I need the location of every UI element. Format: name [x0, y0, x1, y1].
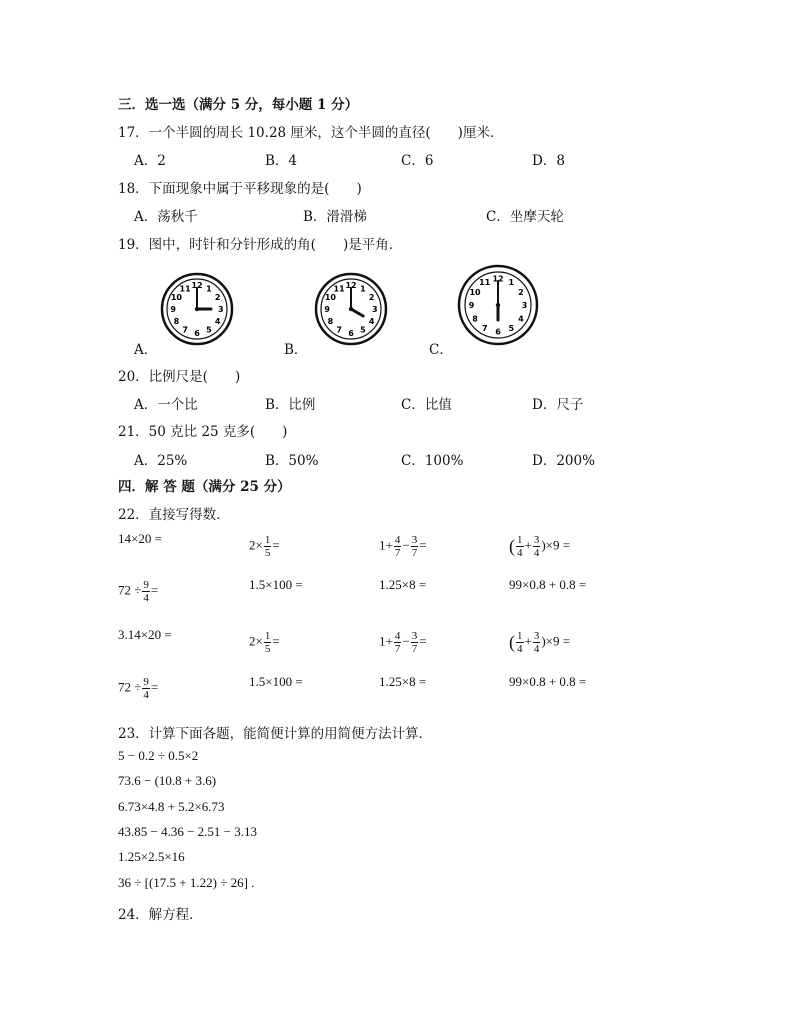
question-24: 24．解方程． — [118, 907, 203, 923]
clock-numeral: 1 — [206, 284, 212, 294]
clock-numeral: 1 — [360, 284, 366, 294]
fraction: $\frac{3}{4}$ — [533, 534, 540, 559]
fraction: $\frac{1}{4}$ — [517, 630, 523, 655]
clock-numeral: 10 — [469, 287, 481, 297]
clock-numeral: 3 — [218, 305, 224, 314]
q17-option-c: C．6 — [401, 153, 434, 169]
q23-item-2: 73.6 − (10.8 + 3.6) — [118, 773, 217, 788]
question-21: 21．50 克比 25 克多( ) — [118, 424, 288, 440]
q22-expr-3: 1+ $\frac{4}{7}$ − $\frac{3}{7}$ = — [379, 534, 427, 559]
question-22: 22．直接写得数． — [118, 507, 230, 523]
fraction: $\frac{4}{7}$ — [394, 534, 401, 559]
q22-expr-15: 1.25×8 = — [379, 674, 427, 689]
clock-numeral: 4 — [518, 314, 524, 324]
q23-item-4: 43.85 − 4.36 − 2.51 − 3.13 — [118, 824, 257, 839]
clock-numeral: 12 — [345, 281, 357, 291]
q20-option-a: A．一个比 — [134, 397, 198, 413]
q21-option-b: B．50% — [265, 453, 319, 469]
clock-numeral: 10 — [170, 293, 182, 303]
q17-option-b: B．4 — [265, 153, 298, 169]
q22-expr-10: 2× $\frac{1}{5}$ = — [249, 630, 280, 655]
clock-numeral: 7 — [481, 323, 488, 333]
clock-numeral: 12 — [191, 281, 203, 291]
q22-expr-5: 72 ÷ $\frac{9}{4}$ = — [118, 579, 159, 604]
q21-option-a: A．25% — [134, 453, 188, 469]
clock-numeral: 2 — [368, 293, 375, 303]
fraction: $\frac{4}{7}$ — [394, 630, 401, 655]
q20-option-c: C．比值 — [401, 397, 452, 413]
q19-option-a: A． — [134, 342, 158, 358]
q19-option-c: C． — [429, 342, 453, 358]
section-4-title: 四．解 答 题（满分 25 分） — [118, 479, 291, 495]
q22-expr-13: 72 ÷ $\frac{9}{4}$ = — [118, 676, 159, 701]
q22-expr-8: 99×0.8 + 0.8 = — [509, 577, 587, 592]
clock-numeral: 3 — [372, 305, 378, 314]
q22-expr-11: 1+ $\frac{4}{7}$ − $\frac{3}{7}$ = — [379, 630, 427, 655]
q23-item-5: 1.25×2.5×16 — [118, 849, 185, 864]
question-20: 20．比例尺是( ) — [118, 369, 241, 385]
clock-a — [160, 272, 234, 346]
q23-item-6: 36 ÷ [(17.5 + 1.22) ÷ 26] . — [118, 875, 255, 890]
q17-option-a: A．2 — [134, 153, 166, 169]
clock-numeral: 9 — [324, 305, 330, 314]
q18-option-b: B．滑滑梯 — [303, 209, 367, 225]
q20-option-b: B．比例 — [265, 397, 316, 413]
clock-numeral: 11 — [479, 278, 491, 288]
q20-option-d: D．尺子 — [532, 397, 584, 413]
clock-numeral: 8 — [472, 314, 478, 324]
clock-numeral: 1 — [508, 278, 515, 288]
clock-numeral: 2 — [518, 287, 524, 297]
q22-expr-12: ( $\frac{1}{4}$ + $\frac{3}{4}$ )×9 = — [509, 630, 571, 655]
q18-option-a: A．荡秋千 — [134, 209, 198, 225]
clock-numeral: 5 — [360, 325, 366, 335]
fraction: $\frac{1}{5}$ — [264, 534, 271, 559]
q22-expr-4: ( $\frac{1}{4}$ + $\frac{3}{4}$ )×9 = — [509, 534, 571, 559]
question-23: 23．计算下面各题，能简便计算的用简便方法计算． — [118, 726, 433, 742]
clock-numeral: 8 — [173, 316, 180, 326]
question-19: 19．图中，时针和分针形成的角( )是平角． — [118, 237, 403, 253]
q18-option-c: C．坐摩天轮 — [486, 209, 564, 225]
q22-expr-7: 1.25×8 = — [379, 577, 427, 592]
clock-numeral: 4 — [214, 316, 221, 326]
clock-numeral: 4 — [368, 316, 375, 326]
clock-numeral: 6 — [495, 327, 501, 337]
q22-expr-14: 1.5×100 = — [249, 674, 303, 689]
fraction: $\frac{3}{7}$ — [411, 534, 418, 559]
clock-numeral: 3 — [521, 301, 528, 310]
clock-numeral: 7 — [336, 325, 342, 335]
question-18: 18．下面现象中属于平移现象的是( ) — [118, 181, 362, 197]
q23-item-1: 5 − 0.2 ÷ 0.5×2 — [118, 748, 199, 763]
clock-numeral: 10 — [324, 293, 336, 303]
clock-numeral: 7 — [182, 325, 188, 335]
clock-numeral: 5 — [206, 325, 212, 335]
q22-expr-1: 14×20 = — [118, 531, 162, 546]
q19-option-b: B． — [284, 342, 308, 358]
clock-numeral: 6 — [194, 328, 200, 338]
clock-numeral: 5 — [508, 323, 515, 333]
fraction: $\frac{1}{5}$ — [264, 630, 271, 655]
q22-expr-6: 1.5×100 = — [249, 577, 303, 592]
clock-numeral: 2 — [214, 293, 221, 303]
clock-numeral: 9 — [468, 301, 475, 310]
clock-numeral: 11 — [179, 284, 191, 294]
q23-item-3: 6.73×4.8 + 5.2×6.73 — [118, 799, 225, 814]
q22-expr-2: 2× $\frac{1}{5}$ = — [249, 534, 280, 559]
clock-numeral: 6 — [348, 328, 354, 338]
clock-b — [314, 272, 388, 346]
question-17: 17．一个半圆的周长 10.28 厘米，这个半圆的直径( )厘米． — [118, 125, 504, 141]
section-3-title: 三．选一选（满分 5 分，每小题 1 分） — [118, 97, 359, 113]
q22-expr-16: 99×0.8 + 0.8 = — [509, 674, 587, 689]
q21-option-c: C．100% — [401, 453, 464, 469]
clock-numeral: 11 — [333, 284, 345, 294]
fraction: $\frac{9}{4}$ — [143, 676, 149, 701]
fraction: $\frac{3}{7}$ — [411, 630, 418, 655]
q21-option-d: D．200% — [532, 453, 595, 469]
fraction: $\frac{9}{4}$ — [143, 579, 149, 604]
q17-option-d: D．8 — [532, 153, 565, 169]
clock-c — [457, 264, 539, 346]
q22-expr-9: 3.14×20 = — [118, 627, 172, 642]
fraction: $\frac{1}{4}$ — [517, 534, 523, 559]
clock-numeral: 8 — [327, 316, 334, 326]
clock-numeral: 12 — [492, 274, 504, 284]
fraction: $\frac{3}{4}$ — [533, 630, 540, 655]
clock-numeral: 9 — [170, 305, 176, 314]
